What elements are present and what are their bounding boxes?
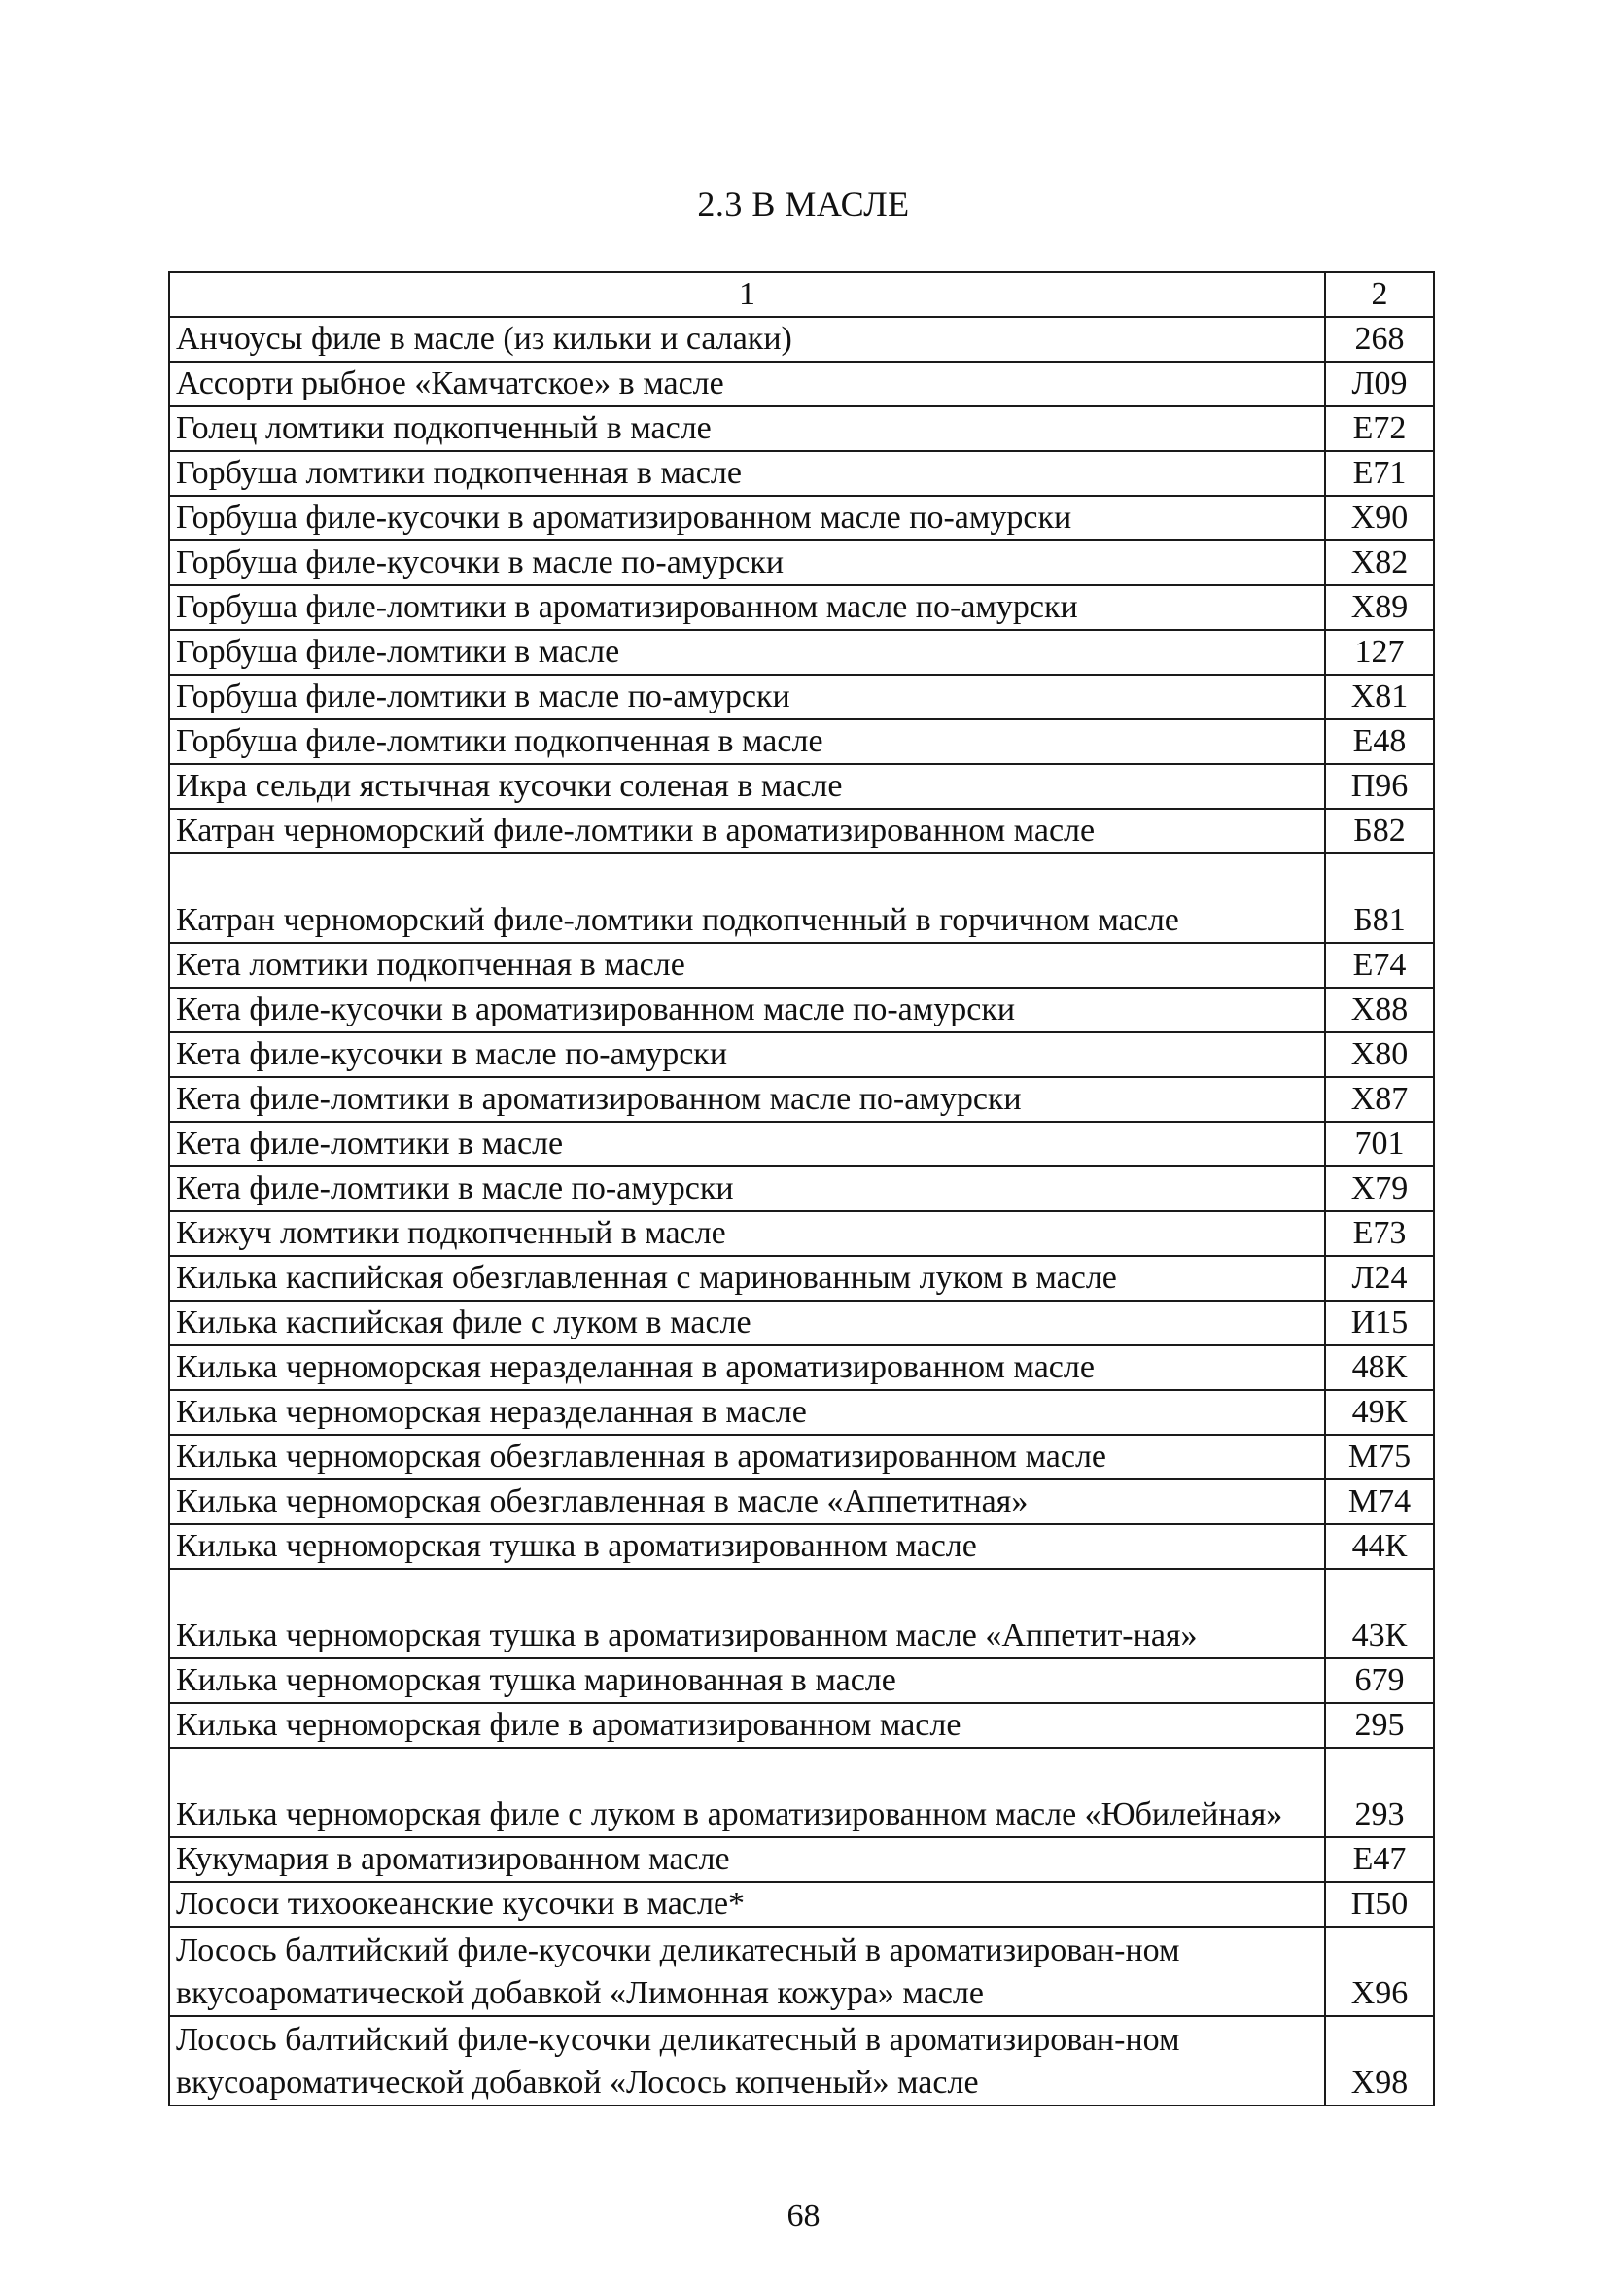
product-name-cell: Килька черноморская тушка в ароматизированном масле <box>169 1524 1325 1569</box>
product-name-cell: Лосось балтийский филе-кусочки деликатесный в ароматизирован-ном вкусоароматической добавкой «Лосось копченый» масле <box>169 2016 1325 2105</box>
product-name-cell: Лососи тихоокеанские кусочки в масле* <box>169 1882 1325 1927</box>
product-code-cell: 701 <box>1325 1122 1434 1166</box>
product-code-cell: Х79 <box>1325 1166 1434 1211</box>
product-code-cell: 127 <box>1325 630 1434 675</box>
product-code-cell: 295 <box>1325 1703 1434 1748</box>
table-row <box>169 1166 1434 1211</box>
product-code-cell: М75 <box>1325 1435 1434 1479</box>
table-row <box>169 496 1434 540</box>
product-name-cell: Килька черноморская филе с луком в ароматизированном масле «Юбилейная» <box>169 1748 1325 1837</box>
product-code-cell: 48К <box>1325 1345 1434 1390</box>
table-row <box>169 1882 1434 1927</box>
table-row <box>169 1837 1434 1882</box>
product-code-cell: Е73 <box>1325 1211 1434 1256</box>
product-name-cell: Горбуша филе-кусочки в ароматизированном масле по-амурски <box>169 496 1325 540</box>
product-name-cell: Ассорти рыбное «Камчатское» в масле <box>169 362 1325 406</box>
product-code-table <box>168 271 1435 2106</box>
product-code-cell: Х89 <box>1325 585 1434 630</box>
product-code-cell: 44К <box>1325 1524 1434 1569</box>
table-row <box>169 809 1434 853</box>
product-code-cell: Е47 <box>1325 1837 1434 1882</box>
table-row <box>169 2016 1434 2105</box>
product-name-cell: Горбуша ломтики подкопченная в масле <box>169 451 1325 496</box>
product-name-cell: Кижуч ломтики подкопченный в масле <box>169 1211 1325 1256</box>
table-row <box>169 988 1434 1032</box>
product-code-cell: Е74 <box>1325 943 1434 988</box>
product-code-cell: Х81 <box>1325 675 1434 719</box>
product-name-cell: Килька черноморская неразделанная в ароматизированном масле <box>169 1345 1325 1390</box>
table-row <box>169 451 1434 496</box>
product-name-cell: Кукумария в ароматизированном масле <box>169 1837 1325 1882</box>
table-row <box>169 1703 1434 1748</box>
product-name-cell: Горбуша филе-ломтики в масле <box>169 630 1325 675</box>
table-row <box>169 1390 1434 1435</box>
table-row <box>169 1256 1434 1301</box>
product-code-cell: П96 <box>1325 764 1434 809</box>
product-code-cell: М74 <box>1325 1479 1434 1524</box>
product-name-cell: Кета ломтики подкопченная в масле <box>169 943 1325 988</box>
product-code-cell: 268 <box>1325 317 1434 362</box>
table-row <box>169 1122 1434 1166</box>
table-row <box>169 853 1434 943</box>
table-row <box>169 1748 1434 1837</box>
product-name-cell: Катран черноморский филе-ломтики подкопченный в горчичном масле <box>169 853 1325 943</box>
table-row <box>169 1077 1434 1122</box>
table-row <box>169 1032 1434 1077</box>
product-name-cell: Кета филе-кусочки в масле по-амурски <box>169 1032 1325 1077</box>
table-row <box>169 1345 1434 1390</box>
product-name-cell: Горбуша филе-ломтики в масле по-амурски <box>169 675 1325 719</box>
product-code-cell: Л24 <box>1325 1256 1434 1301</box>
table-row <box>169 630 1434 675</box>
product-code-cell: Л09 <box>1325 362 1434 406</box>
product-name-cell: Горбуша филе-ломтики подкопченная в масле <box>169 719 1325 764</box>
product-name-cell: Килька черноморская обезглавленная в масле «Аппетитная» <box>169 1479 1325 1524</box>
product-name-cell: Катран черноморский филе-ломтики в ароматизированном масле <box>169 809 1325 853</box>
table-row <box>169 585 1434 630</box>
table-header-row <box>169 272 1434 317</box>
product-name-cell: Кета филе-кусочки в ароматизированном масле по-амурски <box>169 988 1325 1032</box>
table-row <box>169 1301 1434 1345</box>
product-code-cell: 293 <box>1325 1748 1434 1837</box>
product-code-cell: Б81 <box>1325 853 1434 943</box>
product-name-cell: Килька черноморская филе в ароматизированном масле <box>169 1703 1325 1748</box>
product-code-cell: Е72 <box>1325 406 1434 451</box>
table-row <box>169 943 1434 988</box>
product-name-cell: Горбуша филе-ломтики в ароматизированном масле по-амурски <box>169 585 1325 630</box>
product-name-cell: Килька черноморская тушка в ароматизированном масле «Аппетит-ная» <box>169 1569 1325 1658</box>
product-name-cell: Голец ломтики подкопченный в масле <box>169 406 1325 451</box>
product-code-cell: Б82 <box>1325 809 1434 853</box>
product-name-cell: Лосось балтийский филе-кусочки деликатесный в ароматизирован-ном вкусоароматической добавкой «Лимонная кожура» масле <box>169 1927 1325 2016</box>
product-name-cell: Килька черноморская тушка маринованная в масле <box>169 1658 1325 1703</box>
product-name-cell: Кета филе-ломтики в ароматизированном масле по-амурски <box>169 1077 1325 1122</box>
header-column-2: 2 <box>1325 272 1434 317</box>
table-row <box>169 362 1434 406</box>
product-code-cell: Е48 <box>1325 719 1434 764</box>
product-name-cell: Килька черноморская обезглавленная в ароматизированном масле <box>169 1435 1325 1479</box>
product-name-cell: Кета филе-ломтики в масле <box>169 1122 1325 1166</box>
product-code-cell: Х87 <box>1325 1077 1434 1122</box>
product-name-cell: Икра сельди ястычная кусочки соленая в масле <box>169 764 1325 809</box>
table-row <box>169 764 1434 809</box>
product-code-cell: Х96 <box>1325 1927 1434 2016</box>
table-row <box>169 719 1434 764</box>
product-code-cell: П50 <box>1325 1882 1434 1927</box>
product-code-cell: Х80 <box>1325 1032 1434 1077</box>
product-code-cell: 49К <box>1325 1390 1434 1435</box>
product-code-cell: 43К <box>1325 1569 1434 1658</box>
product-code-cell: Х88 <box>1325 988 1434 1032</box>
table-row <box>169 1658 1434 1703</box>
table-row <box>169 406 1434 451</box>
product-code-cell: Е71 <box>1325 451 1434 496</box>
product-code-cell: И15 <box>1325 1301 1434 1345</box>
table-row <box>169 1435 1434 1479</box>
table-row <box>169 540 1434 585</box>
product-name-cell: Килька каспийская обезглавленная с маринованным луком в масле <box>169 1256 1325 1301</box>
table-row <box>169 1211 1434 1256</box>
product-code-cell: Х90 <box>1325 496 1434 540</box>
table-row <box>169 1479 1434 1524</box>
product-name-cell: Кета филе-ломтики в масле по-амурски <box>169 1166 1325 1211</box>
product-name-cell: Горбуша филе-кусочки в масле по-амурски <box>169 540 1325 585</box>
product-name-cell: Килька черноморская неразделанная в масле <box>169 1390 1325 1435</box>
table-row <box>169 1569 1434 1658</box>
table-row <box>169 1927 1434 2016</box>
product-name-cell: Анчоусы филе в масле (из кильки и салаки) <box>169 317 1325 362</box>
table-row <box>169 1524 1434 1569</box>
section-heading: 2.3 В МАСЛЕ <box>697 185 910 224</box>
table-row <box>169 317 1434 362</box>
header-column-1: 1 <box>169 272 1325 317</box>
product-code-cell: Х98 <box>1325 2016 1434 2105</box>
product-code-cell: Х82 <box>1325 540 1434 585</box>
product-name-cell: Килька каспийская филе с луком в масле <box>169 1301 1325 1345</box>
page-number: 68 <box>786 2198 821 2234</box>
table-row <box>169 675 1434 719</box>
product-code-cell: 679 <box>1325 1658 1434 1703</box>
